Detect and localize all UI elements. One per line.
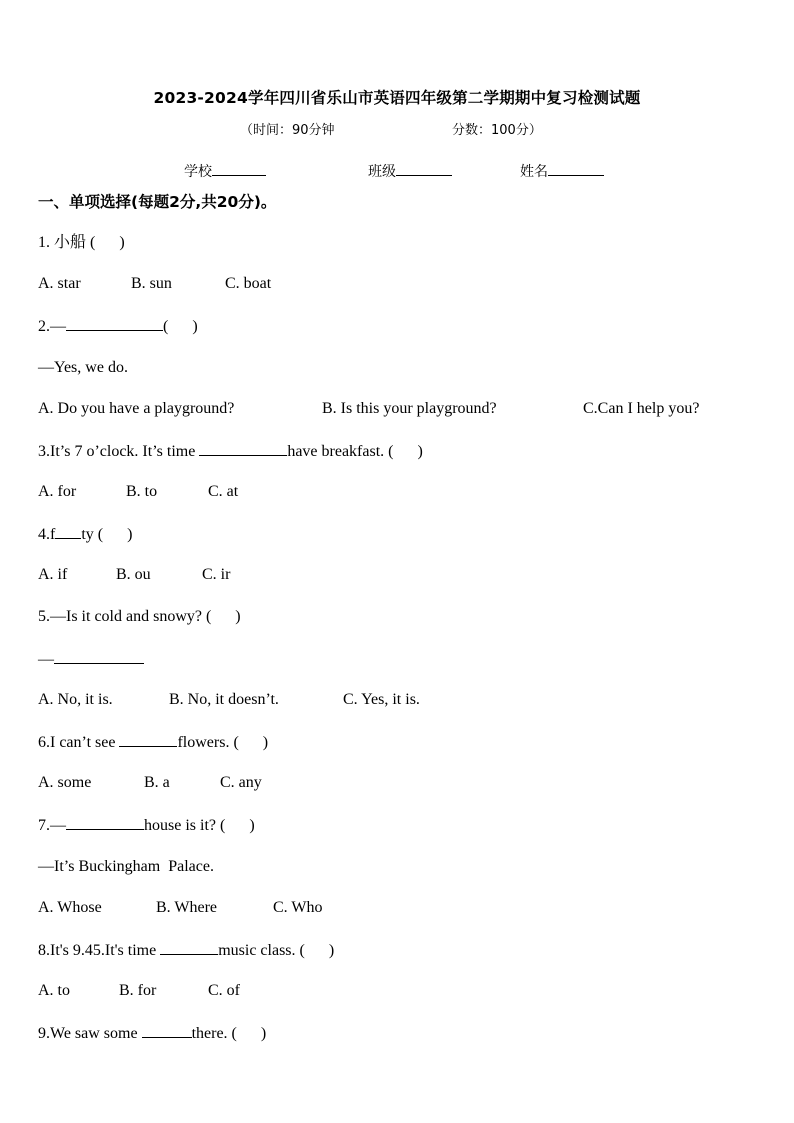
q9-suffix: there. ( ) [191, 1025, 267, 1042]
q3-blank [199, 441, 287, 456]
q9-blank [142, 1023, 192, 1038]
q1-option-a: A. star [38, 275, 81, 292]
q6-option-c: C. any [220, 774, 262, 791]
class-label: 班级 [368, 164, 396, 180]
q8-option-a: A. to [38, 982, 70, 999]
q7-blank [66, 815, 144, 830]
q9-prefix: 9.We saw some [38, 1025, 142, 1042]
q4-suffix: ty ( ) [81, 526, 133, 543]
q8-option-c: C. of [208, 982, 240, 999]
q2-suffix: ( ) [163, 318, 198, 335]
q3-option-c: C. at [208, 483, 239, 500]
exam-title: 2023-2024学年四川省乐山市英语四年级第二学期期中复习检测试题 [153, 89, 641, 107]
q5-blank [54, 649, 144, 664]
q3-suffix: have breakfast. ( ) [287, 443, 423, 460]
q2-blank [66, 316, 163, 331]
q4-prefix: 4.f [38, 526, 56, 543]
q6-suffix: flowers. ( ) [177, 734, 269, 751]
q8-prefix: 8.It's 9.45.It's time [38, 942, 161, 959]
question-5: 5.—Is it cold and snowy? ( ) [38, 608, 241, 625]
school-blank [212, 161, 266, 176]
q7-suffix: house is it? ( ) [144, 817, 255, 834]
q1-option-b: B. sun [131, 275, 172, 292]
q2-reply: —Yes, we do. [38, 359, 128, 376]
question-9 [38, 1023, 266, 1044]
name-blank [548, 161, 604, 176]
school-label: 学校 [184, 164, 212, 180]
question-8 [38, 940, 334, 961]
school-field [184, 161, 266, 181]
q4-option-c: C. ir [202, 566, 231, 583]
q4-option-b: B. ou [116, 566, 151, 583]
q7-reply: —It’s Buckingham Palace. [38, 858, 214, 875]
q4-option-a: A. if [38, 566, 68, 583]
question-6 [38, 732, 268, 753]
question-7 [38, 815, 255, 836]
q8-blank [160, 940, 218, 955]
q7-option-b: B. Where [156, 899, 218, 916]
q2-option-b: B. Is this your playground? [322, 400, 497, 417]
class-blank [396, 161, 452, 176]
q7-option-c: C. Who [273, 899, 323, 916]
q6-option-a: A. some [38, 774, 92, 791]
q2-prefix: 2.— [38, 318, 66, 335]
q3-option-a: A. for [38, 483, 77, 500]
time-info: （时间：90分钟 [240, 123, 335, 138]
question-4 [38, 524, 132, 545]
q4-blank [55, 524, 81, 539]
q7-prefix: 7.— [38, 817, 66, 834]
q2-option-a: A. Do you have a playground? [38, 400, 235, 417]
q2-option-c: C.Can I help you? [583, 400, 700, 417]
class-field [368, 161, 452, 181]
q5-option-b: B. No, it doesn’t. [169, 691, 279, 708]
question-3 [38, 441, 423, 462]
q5-option-c: C. Yes, it is. [343, 691, 420, 708]
question-1: 1. 小船 ( ) [38, 234, 125, 251]
q5-reply [38, 649, 144, 670]
q6-blank [119, 732, 177, 747]
q1-option-c: C. boat [225, 275, 272, 292]
section-title: 一、单项选择(每题2分,共20分)。 [38, 193, 277, 211]
q6-option-b: B. a [144, 774, 170, 791]
q8-option-b: B. for [119, 982, 157, 999]
name-label: 姓名 [520, 164, 548, 180]
q6-prefix: 6.I can’t see [38, 734, 120, 751]
name-field [520, 161, 604, 181]
question-2 [38, 316, 198, 337]
q3-prefix: 3.It’s 7 o’clock. It’s time [38, 443, 200, 460]
q5-option-a: A. No, it is. [38, 691, 113, 708]
q8-suffix: music class. ( ) [218, 942, 335, 959]
q7-option-a: A. Whose [38, 899, 102, 916]
q5-reply-dash: — [38, 651, 54, 668]
q3-option-b: B. to [126, 483, 158, 500]
score-info: 分数：100分） [452, 123, 542, 138]
